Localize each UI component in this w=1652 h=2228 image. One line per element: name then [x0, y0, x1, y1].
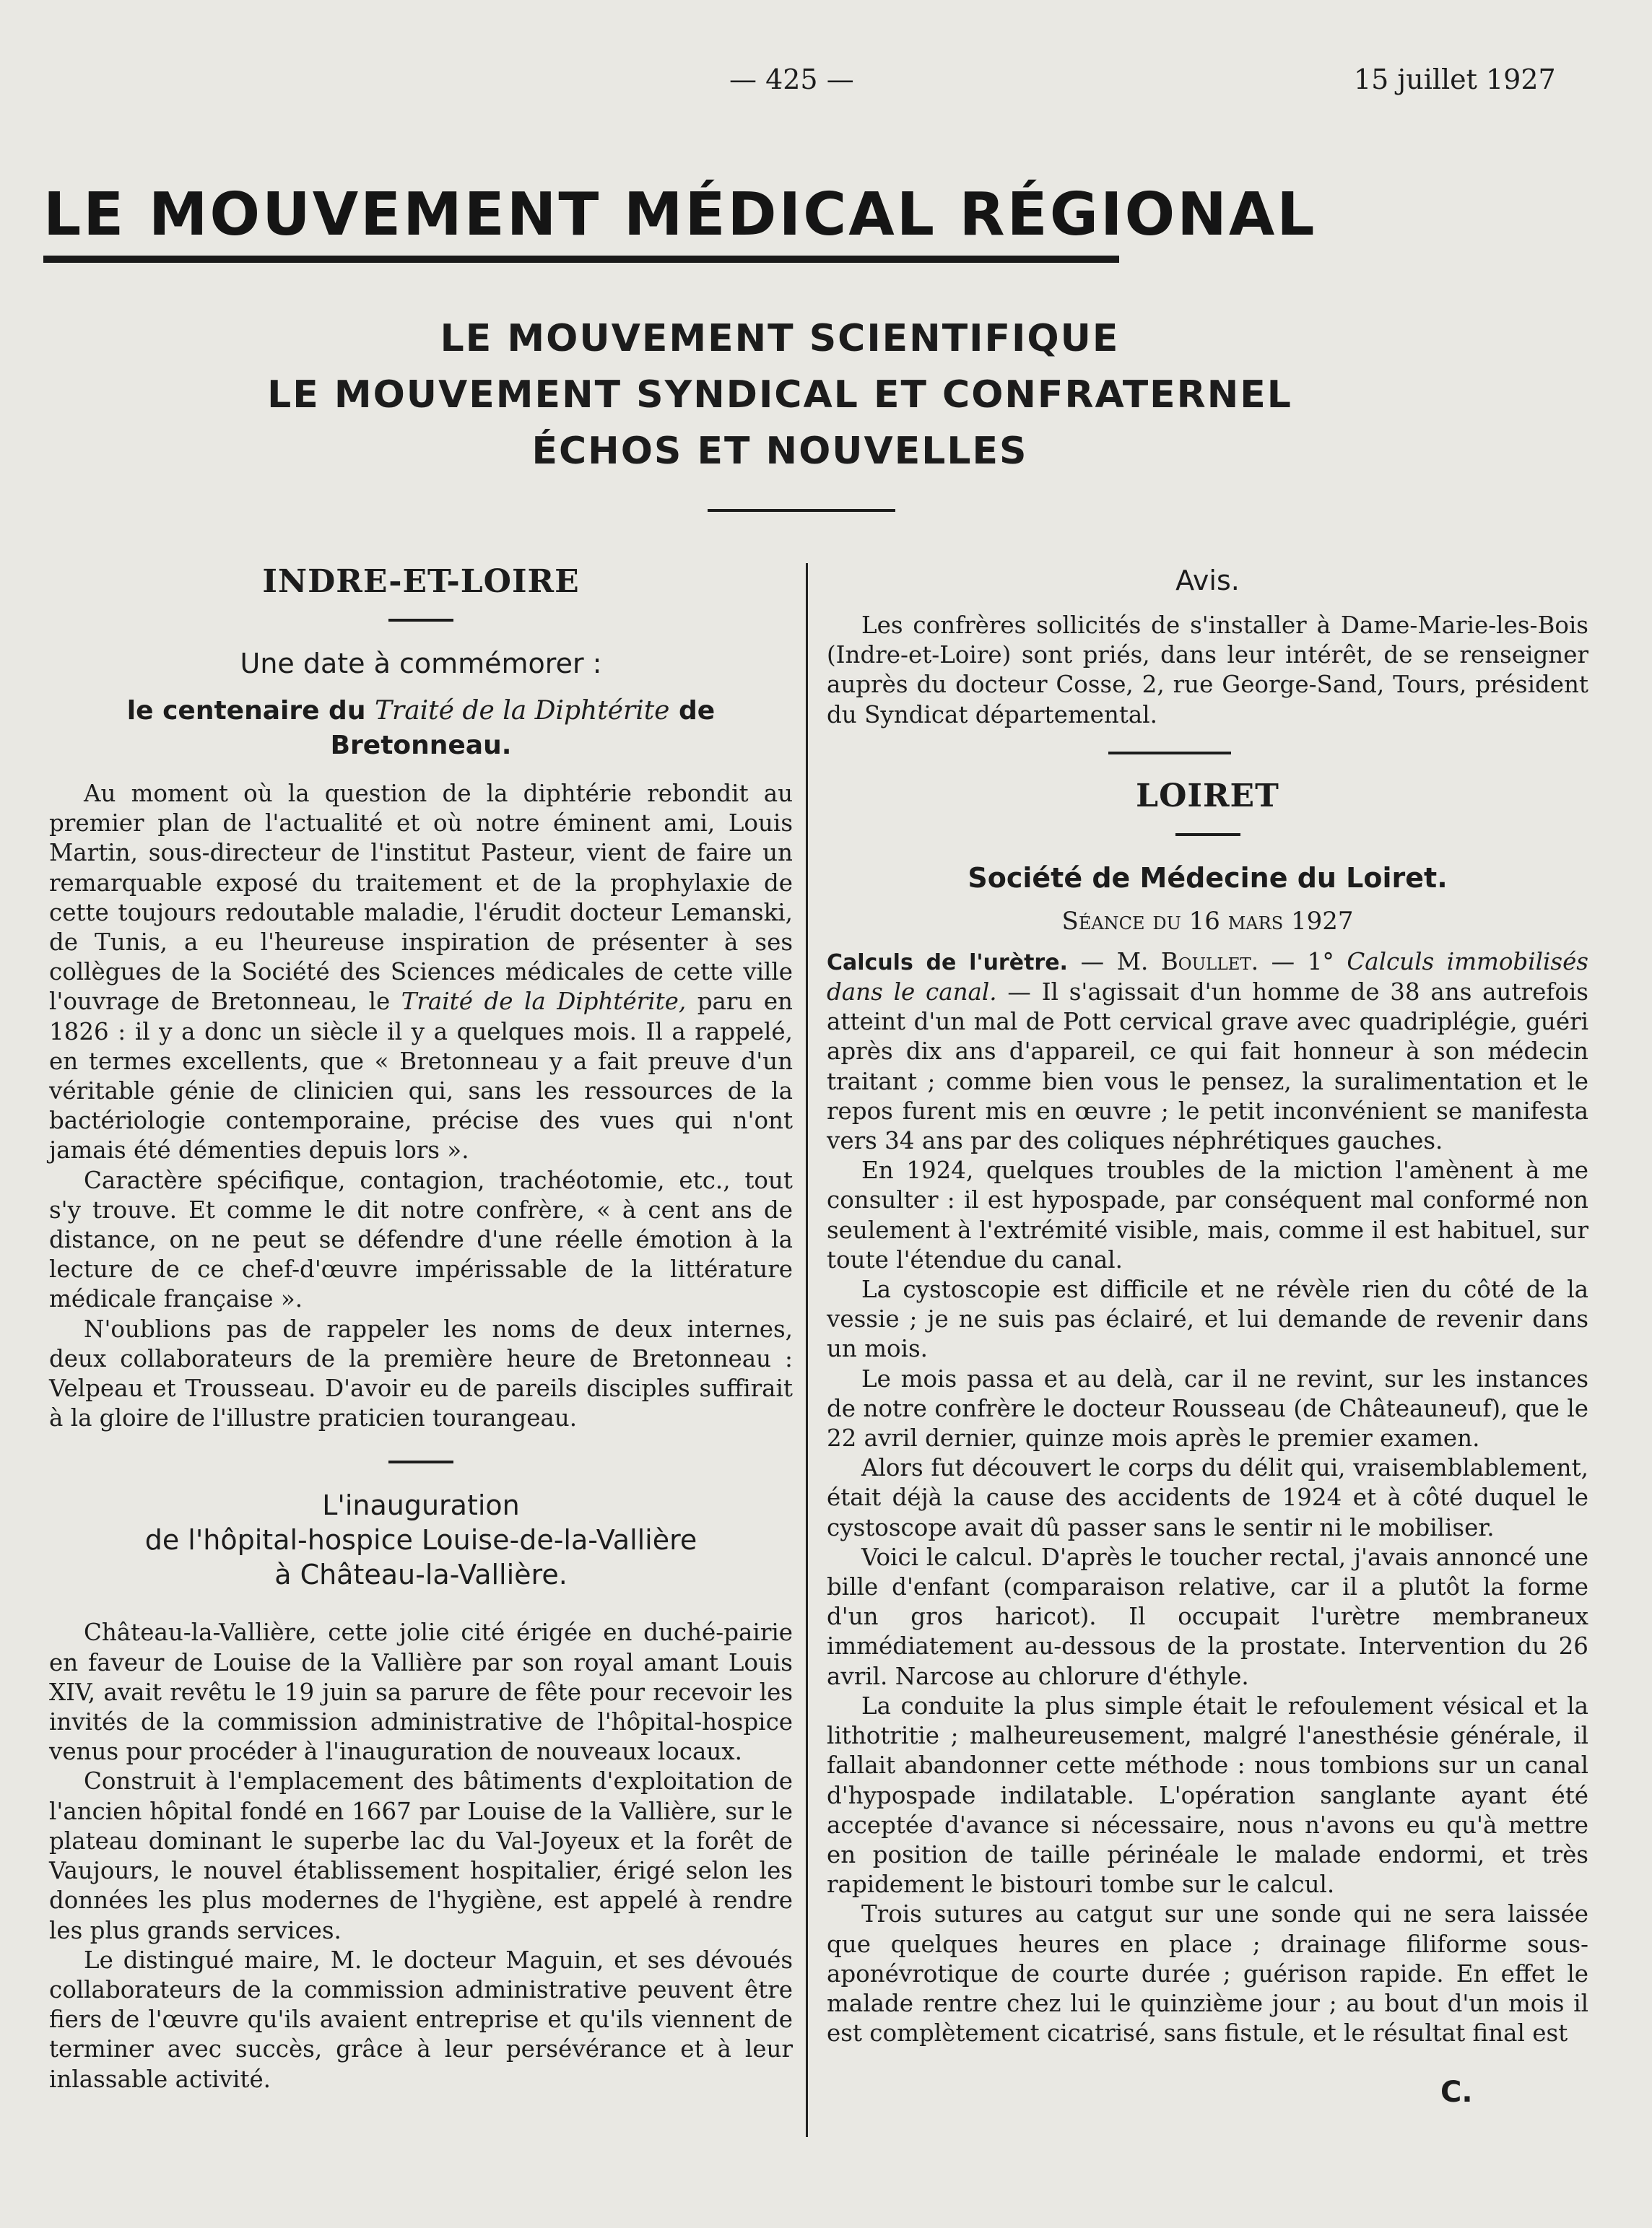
text: — Il s'agissait d'un homme de 38 ans autrefois atteint d'un mal de Pott cervical grave avec quadriplégie, guéri après dix ans d'appareil, ce qui fait honneur à son médecin traitant ; comme bien vous le pensez, la suralimentation et le repos furent mis en œuvre ; le petit inconvénient se manifesta vers 34 ans par des coliques néphrétiques gauches. — [827, 978, 1588, 1155]
paragraph: Caractère spécifique, contagion, trachéotomie, etc., tout s'y trouve. Et comme le dit notre confrère, « à cent ans de distance, on ne peut se défendre d'une réelle émotion à la lecture de ce chef-d'œuvre impérissable de la littérature médicale française ». — [49, 1166, 793, 1313]
text: — M. — [1067, 947, 1161, 975]
section-heading-syndical: LE MOUVEMENT SYNDICAL ET CONFRATERNEL — [267, 373, 1292, 417]
article-heading-hopital: de l'hôpital-hospice Louise-de-la-Vallière — [144, 1524, 697, 1557]
heading-italic-title: Traité de la Diphtérite — [374, 696, 670, 726]
paragraph: Château-la-Vallière, cette jolie cité érigée en duché-pairie en faveur de Louise de la Vallière par son royal amant Louis XIV, avait revêtu le 19 juin sa parure de fête pour recevoir les invités de la commission administrative de l'hôpital-hospice venus pour procéder à l'inauguration de nouveaux locaux. — [49, 1619, 793, 1766]
article-heading-commemorer: Une date à commémorer : — [240, 648, 602, 679]
divider — [388, 1461, 453, 1463]
paragraph: Le distingué maire, M. le docteur Maguin, et ses dévoués collaborateurs de la commission administrative peuvent être fiers de l'œuvre qu'ils avaient entreprise et qu'ils viennent de terminer avec succès, grâce à leur persévérance et à leur inlassable activité. — [49, 1946, 793, 2093]
avis-heading: Avis. — [1175, 565, 1240, 596]
society-heading: Société de Médecine du Loiret. — [968, 861, 1448, 894]
paragraph: Trois sutures au catgut sur une sonde qui ne sera laissée que quelques heures en place ; drainage filiforme sous-aponévrotique de courte durée ; guérison rapide. En effet le malade rentre chez lui le quinzième jour ; au bout d'un mois il est complètement cicatrisé, sans fistule, et le résultat final est — [827, 1900, 1588, 2048]
italic-text: Calculs immobilisés dans le canal. — [827, 947, 1588, 1006]
page-number: — 425 — — [729, 64, 854, 95]
footer-signature-mark: C. — [1440, 2076, 1473, 2109]
right-column — [827, 563, 1588, 2048]
paragraph — [49, 779, 793, 1166]
issue-date: 15 juillet 1927 — [1354, 64, 1556, 95]
paragraph: Construit à l'emplacement des bâtiments d'exploitation de l'ancien hôpital fondé en 1667 par Louise de la Vallière, sur le plateau dominant le superbe lac du Val-Joyeux et la forêt de Vaujours, le nouvel établissement hospitalier, érigé selon les données les plus modernes de l'hygiène, est appelé à rendre les plus grands services. — [49, 1767, 793, 1944]
paragraph: Voici le calcul. D'après le toucher rectal, j'avais annoncé une bille d'enfant (comparaison relative, car il a plutôt la forme d'un gros haricot). Il occupait l'urètre membraneux immédiatement au-dessous de la prostate. Intervention du 26 avril. Narcose au chlorure d'éthyle. — [827, 1543, 1588, 1690]
paragraph: En 1924, quelques troubles de la miction l'amènent à me consulter : il est hypospade, par conséquent mal conformé non seulement à l'extrémité visible, mais, comme il est habituel, sur toute l'étendue du canal. — [827, 1157, 1588, 1274]
article-heading-centenaire — [49, 694, 793, 763]
paragraph: Alors fut découvert le corps du délit qui, vraisemblablement, était déjà la cause des accidents de 1924 et à côté duquel le cystoscope avait dû passer sans le sentir ni le mobiliser. — [827, 1454, 1588, 1541]
article-heading-chateau: à Château-la-Vallière. — [274, 1559, 568, 1591]
region-title-indre-et-loire: INDRE-ET-LOIRE — [262, 563, 580, 600]
divider — [1175, 833, 1240, 836]
masthead-rule — [43, 256, 1119, 263]
divider — [388, 619, 453, 622]
author-name: Boullet. — [1160, 947, 1259, 975]
seance-heading: Séance du 16 mars 1927 — [1061, 906, 1354, 936]
masthead-title: LE MOUVEMENT MÉDICAL RÉGIONAL — [43, 180, 1317, 249]
region-title-loiret: LOIRET — [1136, 777, 1279, 814]
paragraph: Le mois passa et au delà, car il ne revint, sur les instances de notre confrère le docteur Rousseau (de Châteauneuf), que le 22 avril dernier, quinze mois après le premier examen. — [827, 1365, 1588, 1453]
text: Au moment où la question de la diphtérie rebondit au premier plan de l'actualité et où notre éminent ami, Louis Martin, sous-directeur de l'institut Pasteur, vient de faire un remarquable exposé du traitement et de la prophylaxie de cette toujours redoutable maladie, l'érudit docteur Lemanski, de Tunis, a eu l'heureuse inspiration de présenter à ses collègues de la Société des Sciences médicales de cette ville l'ouvrage de Bretonneau, le — [49, 780, 793, 1016]
paragraph: La conduite la plus simple était le refoulement vésical et la lithotritie ; malheureusement, malgré l'anesthésie générale, il fallait abandonner cette méthode : nous tombions sur un canal d'hypospade indilatable. L'opération sanglante ayant été acceptée d'avance si nécessaire, nous n'avons eu qu'à mettre en position de taille périnéale le malade endormi, et très rapidement le bistouri tombe sur le calcul. — [827, 1692, 1588, 1899]
section-heading-scientifique: LE MOUVEMENT SCIENTIFIQUE — [440, 317, 1120, 360]
italic-text: Traité de la Diphtérite, — [401, 988, 687, 1016]
heading-part: le centenaire du — [126, 696, 375, 726]
page-header — [0, 64, 1652, 107]
text: — 1° — [1258, 947, 1347, 975]
section-heading-echos: ÉCHOS ET NOUVELLES — [531, 430, 1028, 473]
avis-paragraph: Les confrères sollicités de s'installer à Dame-Marie-les-Bois (Indre-et-Loire) sont priés, dans leur intérêt, de se renseigner auprès du docteur Cosse, 2, rue George-Sand, Tours, président du Syndicat départemental. — [827, 612, 1588, 728]
article-heading-inauguration: L'inauguration — [322, 1489, 520, 1522]
paragraph: La cystoscopie est difficile et ne révèle rien du côté de la vessie ; je ne suis pas éclairé, et lui demande de revenir dans un mois. — [827, 1276, 1588, 1363]
text: paru en 1826 : il y a donc un siècle il y a quelques mois. Il a rappelé, en termes excellents, que « Bretonneau y a fait preuve d'un véritable génie de clinicien qui, sans les ressources de la bactériologie contemporaine, précise des vues qui n'ont jamais été démenties depuis lors ». — [49, 988, 793, 1165]
column-divider — [806, 563, 808, 2137]
heading-part: de Bretonneau. — [330, 696, 716, 760]
paragraph — [827, 947, 1588, 1156]
bold-topic: Calculs de l'urètre. — [827, 949, 1068, 975]
section-headings — [144, 310, 1415, 479]
section-divider — [708, 509, 895, 512]
divider — [1108, 752, 1231, 754]
paragraph: N'oublions pas de rappeler les noms de deux internes, deux collaborateurs de la première heure de Bretonneau : Velpeau et Trousseau. D'avoir eu de pareils disciples suffirait à la gloire de l'illustre praticien tourangeau. — [49, 1315, 793, 1432]
left-column — [49, 563, 793, 2094]
